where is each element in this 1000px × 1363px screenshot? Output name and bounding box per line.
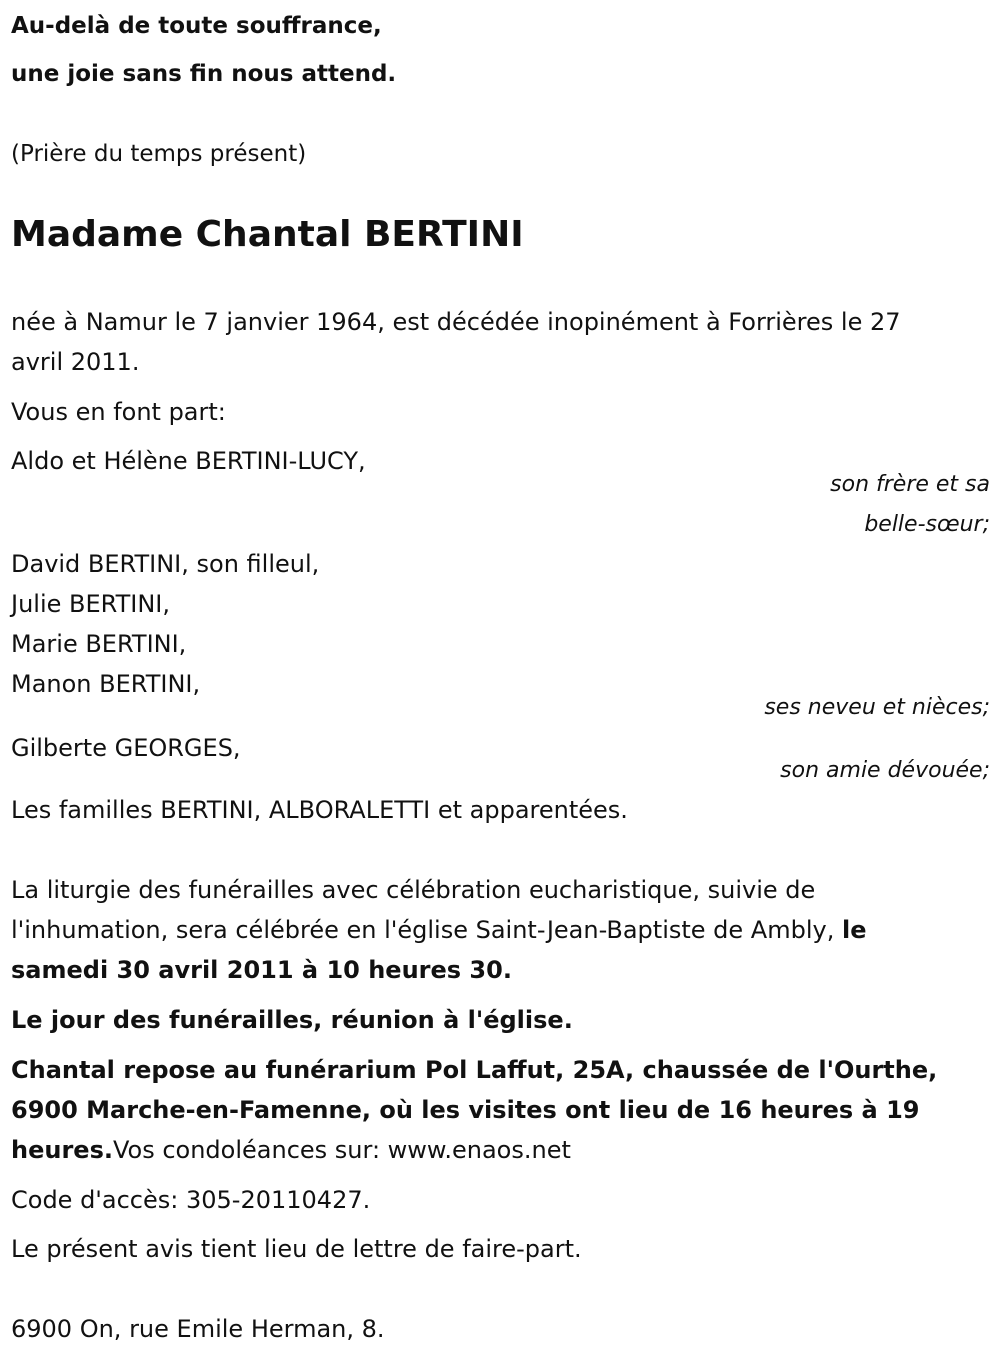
family-member-manon: Manon BERTINI, [11,670,201,698]
birth-death-line-2: avril 2011. [11,348,140,376]
access-code: Code d'accès: 305-20110427. [11,1186,371,1214]
family-member-david: David BERTINI, son filleul, [11,550,320,578]
funeral-line-2 [11,915,866,945]
announcement-intro: Vous en font part: [11,398,226,426]
family-member-julie: Julie BERTINI, [11,590,170,618]
relation-aldo-line-2: belle-sœur; [864,512,990,537]
quote-line-1: Au-delà de toute souffrance, [11,13,382,39]
relation-aldo-line-1: son frère et sa [830,472,990,497]
visitation-line-2: 6900 Marche-en-Famenne, où les visites ont lieu de 16 heures à 19 [11,1096,920,1124]
visitation-line-3-bold: heures. [11,1136,113,1164]
funeral-line-2-bold: le [841,916,867,944]
notice-text: Le présent avis tient lieu de lettre de faire-part. [11,1235,582,1263]
visitation-line-1: Chantal repose au funérarium Pol Laffut, 25A, chaussée de l'Ourthe, [11,1056,938,1084]
families-line: Les familles BERTINI, ALBORALETTI et apparentées. [11,796,628,824]
address: 6900 On, rue Emile Herman, 8. [11,1315,385,1343]
condolences-text: Vos condoléances sur: www.enaos.net [112,1136,571,1164]
relation-children: ses neveu et nièces; [764,695,990,720]
birth-death-line-1: née à Namur le 7 janvier 1964, est décédée inopinément à Forrières le 27 [11,308,901,336]
funeral-date: samedi 30 avril 2011 à 10 heures 30. [11,956,512,984]
family-member-gilberte: Gilberte GEORGES, [11,734,241,762]
relation-gilberte: son amie dévouée; [780,758,990,783]
quote-source: (Prière du temps présent) [11,141,307,167]
family-member-marie: Marie BERTINI, [11,630,187,658]
family-member-aldo: Aldo et Hélène BERTINI-LUCY, [11,447,366,475]
funeral-meeting: Le jour des funérailles, réunion à l'église. [11,1006,573,1034]
deceased-name: Madame Chantal BERTINI [11,214,524,255]
quote-line-2: une joie sans fin nous attend. [11,61,397,87]
visitation-line-3 [11,1135,571,1165]
funeral-line-2-text: l'inhumation, sera célébrée en l'église Saint-Jean-Baptiste de Ambly, [11,916,842,944]
funeral-line-1: La liturgie des funérailles avec célébration eucharistique, suivie de [11,876,816,904]
